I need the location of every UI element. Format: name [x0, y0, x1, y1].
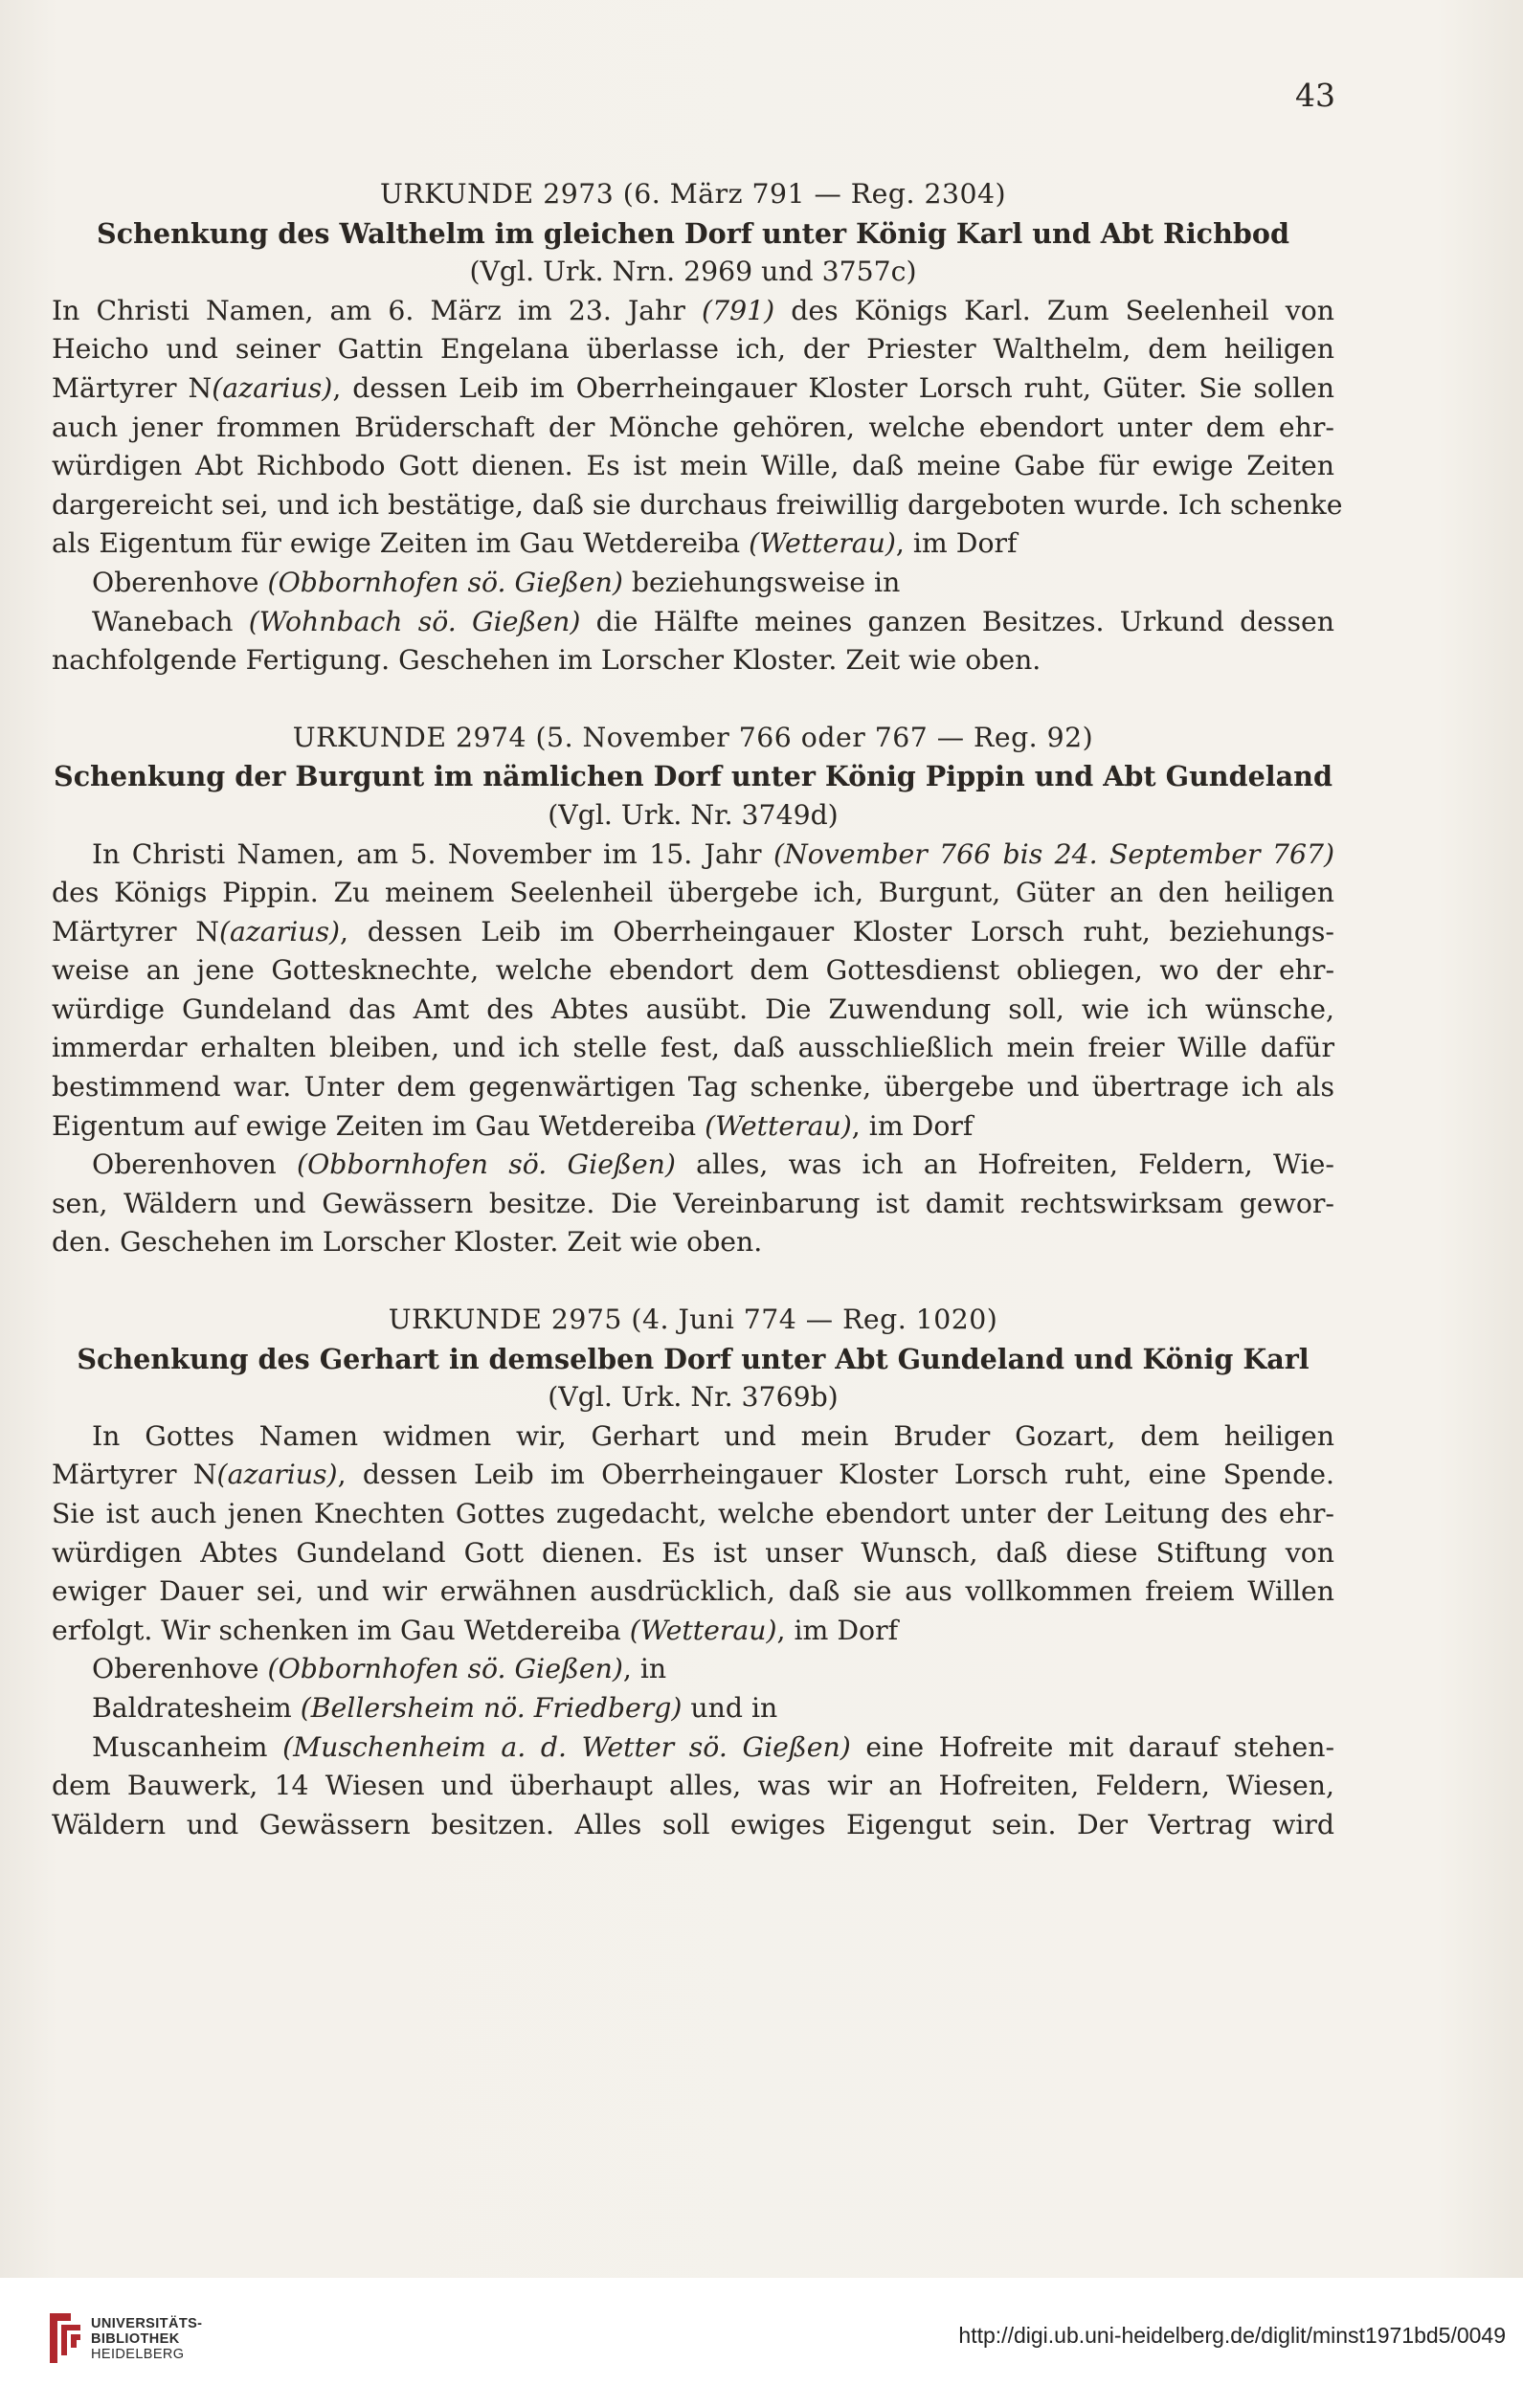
library-name-line: HEIDELBERG	[91, 2347, 185, 2362]
document-reference: (Vgl. Urk. Nrn. 2969 und 3757c)	[469, 256, 917, 288]
text-line: In Christi Namen, am 5. November im 15. Jahr (November 766 bis 24. September 767)	[92, 837, 1334, 870]
document-heading: URKUNDE 2973 (6. März 791 — Reg. 2304)	[379, 178, 1007, 210]
text-line: den. Geschehen im Lorscher Kloster. Zeit wie oben.	[52, 1226, 763, 1259]
text-line: würdigen Abtes Gundeland Gott dienen. Es ist unser Wunsch, daß diese Stiftung von	[52, 1536, 1334, 1569]
document-2974	[52, 719, 1334, 1262]
library-name-line: BIBLIOTHEK	[91, 2331, 180, 2347]
document-2975	[52, 1301, 1334, 1844]
text-line: Märtyrer N(azarius), dessen Leib im Oberrheingauer Kloster Lorsch ruht, eine Spende.	[52, 1459, 1334, 1491]
library-name	[91, 2316, 202, 2362]
text-line: Oberenhove (Obbornhofen sö. Gießen) beziehungsweise in	[92, 566, 901, 598]
text-line: sen, Wäldern und Gewässern besitze. Die Vereinbarung ist damit rechtswirksam gewor-	[52, 1187, 1334, 1219]
text-line: Wanebach (Wohnbach sö. Gießen) die Hälfte meines ganzen Besitzes. Urkund dessen	[92, 605, 1334, 637]
university-library-logo-icon	[42, 2309, 86, 2367]
source-url-link[interactable]: http://digi.ub.uni-heidelberg.de/diglit/minst1971bd5/0049	[958, 2323, 1506, 2348]
text-line: In Christi Namen, am 6. März im 23. Jahr (791) des Königs Karl. Zum Seelenheil von	[52, 294, 1334, 326]
footer-bar	[0, 2278, 1523, 2408]
text-line: auch jener frommen Brüderschaft der Mönche gehören, welche ebendort unter dem ehr-	[52, 411, 1334, 443]
library-name-line: UNIVERSITÄTS-	[91, 2316, 203, 2331]
text-line: dem Bauwerk, 14 Wiesen und überhaupt alles, was wir an Hofreiten, Feldern, Wiesen,	[52, 1770, 1334, 1802]
text-line: weise an jene Gottesknechte, welche ebendort dem Gottesdienst obliegen, wo der ehr-	[52, 954, 1334, 987]
text-line: Oberenhove (Obbornhofen sö. Gießen), in	[92, 1653, 667, 1685]
text-line: würdige Gundeland das Amt des Abtes ausübt. Die Zuwendung soll, wie ich wünsche,	[52, 992, 1334, 1025]
text-line: Heicho und seiner Gattin Engelana überlasse ich, der Priester Walthelm, dem heiligen	[52, 333, 1334, 366]
text-line: würdigen Abt Richbodo Gott dienen. Es ist mein Wille, daß meine Gabe für ewige Zeiten	[52, 450, 1334, 482]
document-heading: URKUNDE 2974 (5. November 766 oder 767 — Reg. 92)	[292, 721, 1094, 753]
text-line: immerdar erhalten bleiben, und ich stelle fest, daß ausschließlich mein freier Wille dafür	[52, 1032, 1334, 1064]
text-line: Märtyrer N(azarius), dessen Leib im Oberrheingauer Kloster Lorsch ruht, beziehungs-	[52, 915, 1334, 948]
text-line: Baldratesheim (Bellersheim nö. Friedberg) und in	[92, 1691, 778, 1724]
page-body	[52, 175, 1343, 1844]
document-subtitle: Schenkung des Gerhart in demselben Dorf unter Abt Gundeland und König Karl	[77, 1342, 1310, 1375]
text-line: bestimmend war. Unter dem gegenwärtigen Tag schenke, übergebe und übertrage ich als	[52, 1071, 1334, 1104]
text-line: als Eigentum für ewige Zeiten im Gau Wetdereiba (Wetterau), im Dorf	[52, 527, 1018, 560]
document-subtitle: Schenkung der Burgunt im nämlichen Dorf unter König Pippin und Abt Gundeland	[54, 760, 1333, 793]
text-line: Eigentum auf ewige Zeiten im Gau Wetdereiba (Wetterau), im Dorf	[52, 1109, 974, 1142]
text-line: In Gottes Namen widmen wir, Gerhart und mein Bruder Gozart, dem heiligen	[92, 1419, 1334, 1452]
text-line: erfolgt. Wir schenken im Gau Wetdereiba (Wetterau), im Dorf	[52, 1614, 899, 1646]
text-line: dargereicht sei, und ich bestätige, daß sie durchaus freiwillig dargeboten wurde. Ich schenke	[52, 488, 1343, 521]
document-reference: (Vgl. Urk. Nr. 3769b)	[548, 1381, 839, 1414]
document-reference: (Vgl. Urk. Nr. 3749d)	[548, 798, 839, 831]
text-line: ewiger Dauer sei, und wir erwähnen ausdrücklich, daß sie aus vollkommen freiem Willen	[52, 1575, 1334, 1608]
document-subtitle: Schenkung des Walthelm im gleichen Dorf unter König Karl und Abt Richbod	[97, 216, 1289, 250]
text-line: Muscanheim (Muschenheim a. d. Wetter sö. Gießen) eine Hofreite mit darauf stehen-	[92, 1730, 1334, 1763]
document-heading: URKUNDE 2975 (4. Juni 774 — Reg. 1020)	[388, 1304, 998, 1336]
document-2973	[52, 175, 1343, 680]
page-number: 43	[1295, 77, 1335, 114]
text-line: Wäldern und Gewässern besitzen. Alles soll ewiges Eigengut sein. Der Vertrag wird	[52, 1808, 1334, 1840]
text-line: Oberenhoven (Obbornhofen sö. Gießen) alles, was ich an Hofreiten, Feldern, Wie-	[92, 1148, 1334, 1181]
text-line: Märtyrer N(azarius), dessen Leib im Oberrheingauer Kloster Lorsch ruht, Güter. Sie sollen	[52, 371, 1334, 404]
text-line: Sie ist auch jenen Knechten Gottes zugedacht, welche ebendort unter der Leitung des ehr-	[52, 1498, 1334, 1529]
text-line: nachfolgende Fertigung. Geschehen im Lorscher Kloster. Zeit wie oben.	[52, 644, 1041, 677]
text-line: des Königs Pippin. Zu meinem Seelenheil übergebe ich, Burgunt, Güter an den heiligen	[52, 877, 1334, 909]
